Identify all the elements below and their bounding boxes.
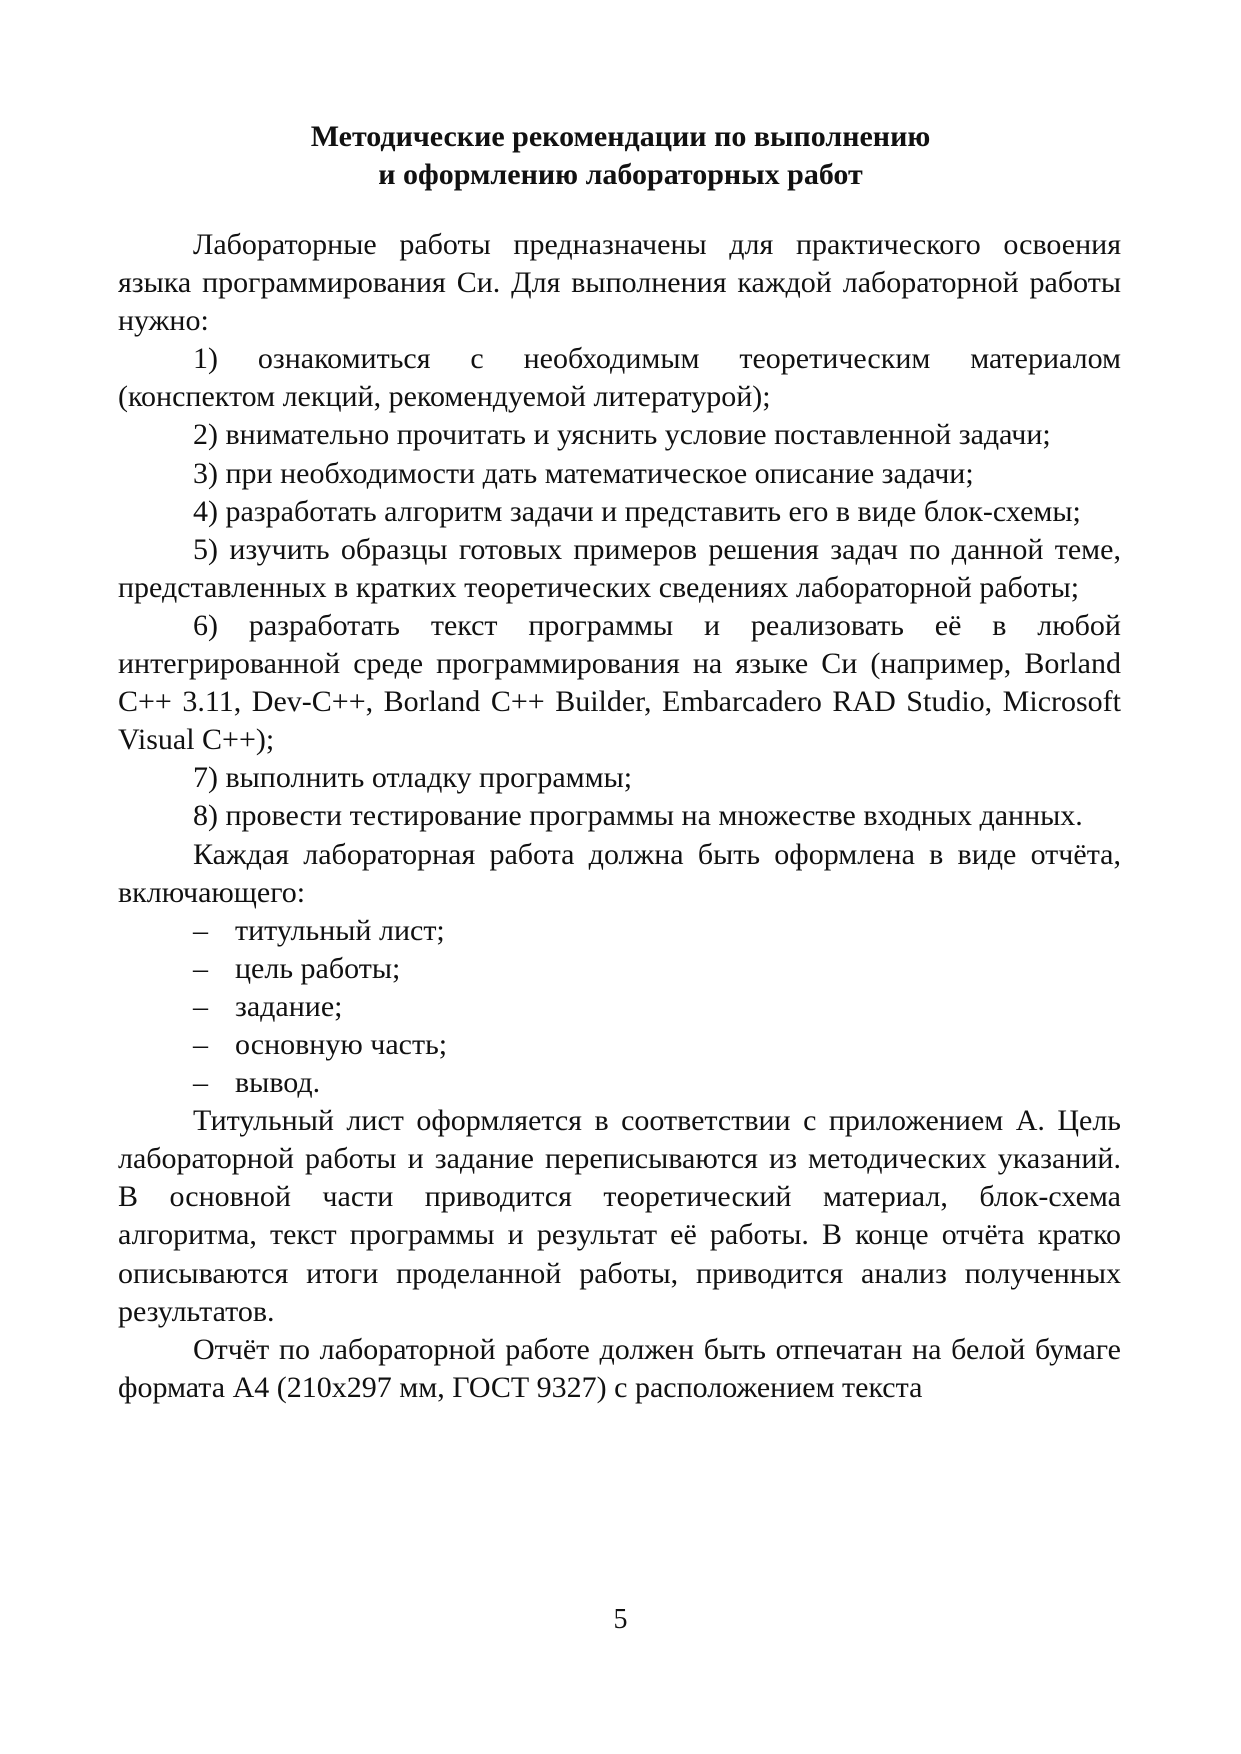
print-requirements-paragraph: Отчёт по лабораторной работе должен быть отпечатан на белой бумаге формата А4 (210х297 мм, ГОСТ 9327) с расположением текста	[118, 1332, 1121, 1404]
report-list-item	[118, 1026, 1121, 1064]
report-list-item	[118, 912, 1121, 950]
report-list-item	[118, 950, 1121, 988]
dash-marker: –	[193, 913, 208, 947]
step-item: 1) ознакомиться с необходимым теоретическим материалом (конспектом лекций, рекомендуемой литературой);	[118, 342, 1121, 414]
report-list-item-text: титульный лист;	[235, 913, 445, 947]
step-item: 5) изучить образцы готовых примеров решения задач по данной теме, представленных в кратких теоретических сведениях лабораторной работы;	[118, 532, 1121, 604]
report-intro-paragraph: Каждая лабораторная работа должна быть оформлена в виде отчёта, включающего:	[118, 837, 1121, 909]
step-item: 6) разработать текст программы и реализовать её в любой интегрированной среде программирования на языке Си (например, Borland C++ 3.11, Dev-C++, Borland C++ Builder, Embarcadero RAD Studio, Microsoft Visual C++);	[118, 608, 1121, 757]
step-item: 7) выполнить отладку программы;	[193, 761, 633, 795]
dash-marker: –	[193, 1027, 208, 1061]
title-line-2: и оформлению лабораторных работ	[378, 158, 863, 191]
title-line-1: Методические рекомендации по выполнению	[310, 120, 931, 153]
dash-marker: –	[193, 1066, 208, 1100]
report-list-item	[118, 988, 1121, 1026]
document-body	[118, 226, 1121, 1407]
page-number: 5	[613, 1604, 628, 1635]
dash-marker: –	[193, 989, 208, 1023]
step-item: 2) внимательно прочитать и уяснить условие поставленной задачи;	[193, 418, 1051, 452]
report-list-item	[118, 1064, 1121, 1102]
step-item: 4) разработать алгоритм задачи и представить его в виде блок-схемы;	[193, 494, 1081, 528]
title-sheet-paragraph: Титульный лист оформляется в соответствии с приложением А. Цель лабораторной работы и задание переписываются из методических указаний. В основной части приводится теоретический материал, блок-схема алгоритма, текст программы и результат её работы. В конце отчёта кратко описываются итоги проделанной работы, приводится анализ полученных результатов.	[118, 1104, 1121, 1328]
intro-paragraph: Лабораторные работы предназначены для практического освоения языка программирования Си. Для выполнения каждой лабораторной работы нужно:	[118, 228, 1121, 338]
step-item: 3) при необходимости дать математическое описание задачи;	[193, 456, 974, 490]
page-title	[0, 118, 1241, 194]
step-item: 8) провести тестирование программы на множестве входных данных.	[193, 799, 1083, 833]
report-list-item-text: цель работы;	[235, 951, 401, 985]
report-list-item-text: задание;	[235, 989, 343, 1023]
dash-marker: –	[193, 951, 208, 985]
report-list-item-text: основную часть;	[235, 1027, 448, 1061]
report-list-item-text: вывод.	[235, 1066, 321, 1100]
